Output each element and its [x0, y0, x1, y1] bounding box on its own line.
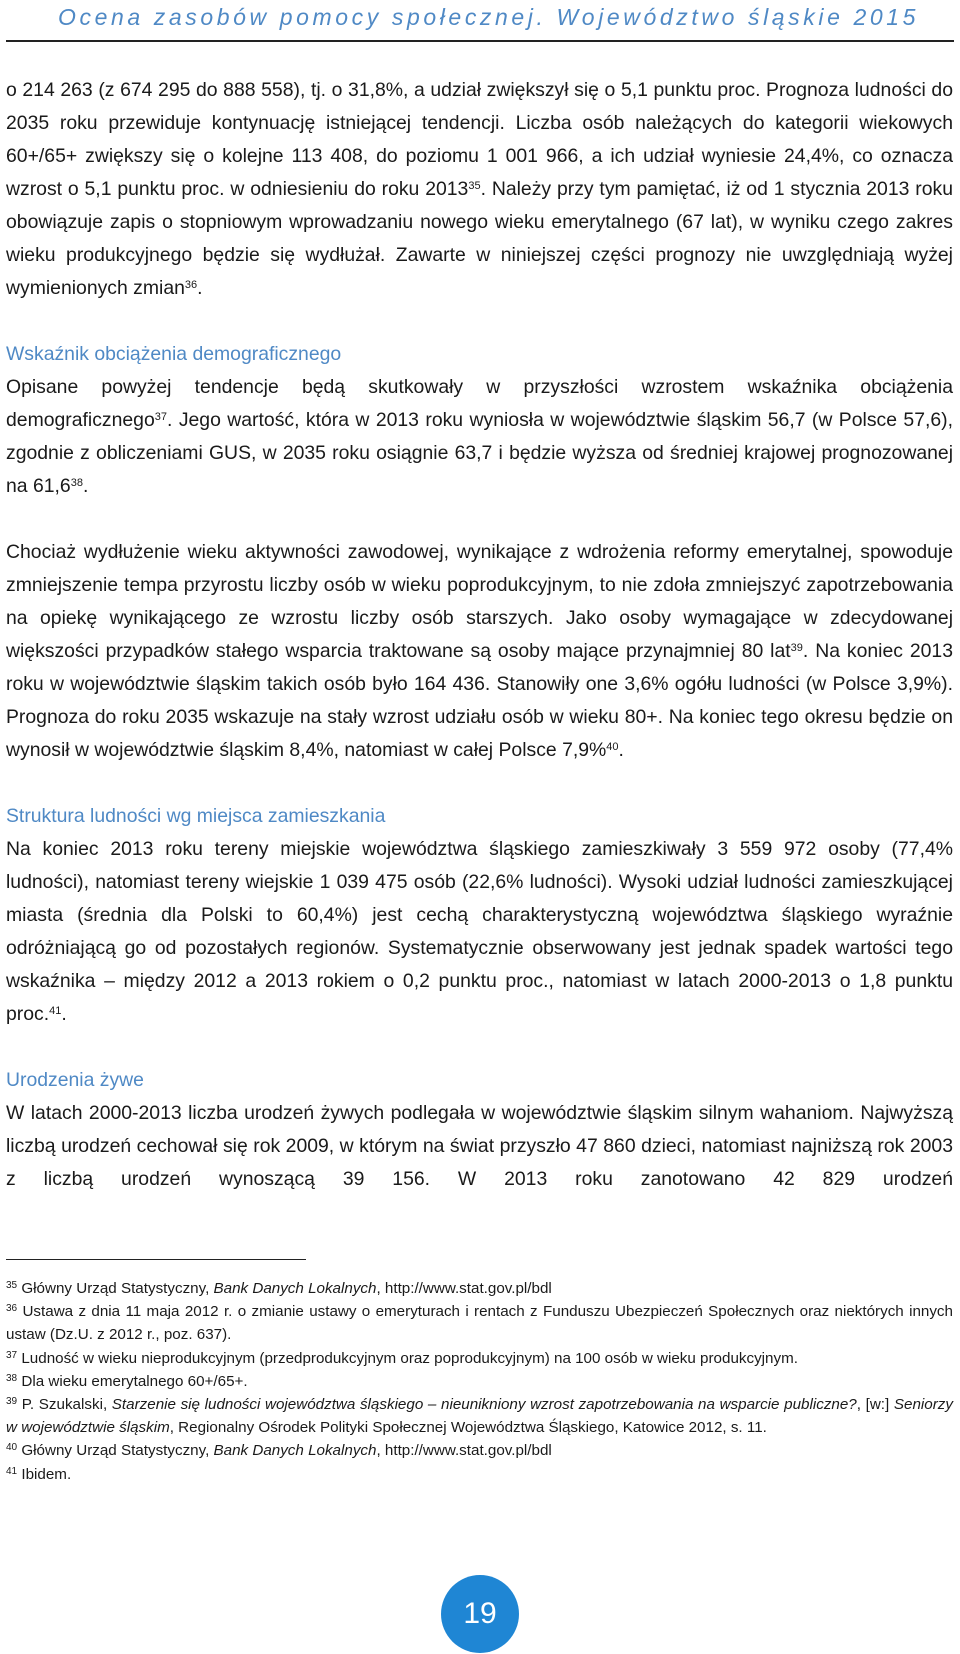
footnote-ref-41[interactable]: 41 [49, 1005, 62, 1017]
footnote-41: $^{41}$ Ibidem. [6, 1465, 72, 1483]
footnote-37: $^{37}$ Ludność w wieku nieprodukcyjnym (przedprodukcyjnym oraz poprodukcyjnym) na 100 osób w wieku produkcyjnym. [6, 1349, 798, 1367]
footnote-divider [6, 1259, 306, 1260]
footnote-ref-37[interactable]: 37 [154, 411, 168, 423]
paragraph-obciazenie: Opisane powyżej tendencje będą skutkowały w przyszłości wzrostem wskaźnika obciążenia demograficznego$^{37}$. Jego wartość, która w 2013 roku wyniosła w województwie śląskim 56,7 (w Polsce 57,6), zgodnie z obliczeniami GUS, w 2035 roku osiągnie 63,7 i będzie wyższa od średniej krajowej prognozowanej na 61,6$^{38}$. [6, 376, 953, 497]
footnote-36: $^{36}$ Ustawa z dnia 11 maja 2012 r. o zmianie ustawy o emeryturach i rentach z Funduszu Ubezpieczeń Społecznych oraz niektórych innych ustaw (Dz.U. z 2012 r., poz. 637). [6, 1303, 953, 1344]
paragraph-urodzenia: W latach 2000-2013 liczba urodzeń żywych podlegała w województwie śląskim silnym wahaniom. Najwyższą liczbą urodzeń cechował się rok 2009, w którym na świat przyszło 47 860 dzieci, natomiast najniższą rok 2003 z liczbą urodzeń wynoszącą 39 156. W 2013 roku zanotowano 42 829 urodzeń [6, 1102, 953, 1190]
heading-struktura-ludnosci: Struktura ludności wg miejsca zamieszkania [6, 805, 386, 827]
footnote-ref-35[interactable]: 35 [468, 180, 481, 192]
main-content [6, 74, 953, 1196]
footnote-ref-38[interactable]: 38 [70, 477, 83, 489]
footnote-ref-36[interactable]: 36 [184, 279, 198, 291]
header-divider [6, 40, 954, 42]
footnote-40: $^{40}$ Główny Urząd Statystyczny, Bank Danych Lokalnych, http://www.stat.gov.pl/bdl [6, 1442, 552, 1460]
footnote-35: $^{35}$ Główny Urząd Statystyczny, Bank Danych Lokalnych, http://www.stat.gov.pl/bdl [6, 1280, 552, 1297]
page-header [0, 0, 960, 44]
footnotes [6, 1277, 953, 1486]
footnote-38: $^{38}$ Dla wieku emerytalnego 60+/65+. [6, 1372, 248, 1390]
footnote-ref-39[interactable]: 39 [790, 642, 803, 654]
page-number-badge: 19 [441, 1575, 519, 1653]
footnote-ref-40[interactable]: 40 [606, 741, 619, 753]
heading-urodzenia-zywe: Urodzenia żywe [6, 1069, 144, 1091]
paragraph-prognoza: o 214 263 (z 674 295 do 888 558), tj. o 31,8%, a udział zwiększył się o 5,1 punktu proc. Prognoza ludności do 2035 roku przewiduje kontynuację istniejącej tendencji. Liczba osób należących do kategorii wiekowych 60+/65+ zwiększy się o kolejne 113 408, do poziomu 1 001 966, a ich udział wyniesie 24,4%, co oznacza wzrost o 5,1 punktu proc. w odniesieniu do roku 2013$^{35}$. Należy przy tym pamiętać, iż od 1 stycznia 2013 roku obowiązuje zapis o stopniowym wprowadzaniu nowego wieku emerytalnego (67 lat), w wyniku czego zakres wieku produkcyjnego będzie się wydłużał. Zawarte w niniejszej części prognozy nie uwzględniają wyżej wymienionych zmian$^{36}$. [6, 79, 953, 299]
footnote-39: $^{39}$ P. Szukalski, Starzenie się ludności województwa śląskiego – nieunikniony wzrost zapotrzebowania na wsparcie publiczne?, [w:] Seniorzy w województwie śląskim, Regionalny Ośrodek Polityki Społecznej Województwa Śląskiego, Katowice 2012, s. 11. [6, 1396, 953, 1437]
header-title: Ocena zasobów pomocy społecznej. Województwo śląskie 2015 [58, 4, 920, 30]
heading-wskaznik-obciazenia: Wskaźnik obciążenia demograficznego [6, 343, 342, 365]
paragraph-struktura: Na koniec 2013 roku tereny miejskie województwa śląskiego zamieszkiwały 3 559 972 osoby (77,4% ludności), natomiast tereny wiejskie 1 039 475 osób (22,6% ludności). Wysoki udział ludności zamieszkującej miasta (średnia dla Polski to 60,4%) jest cechą charakterystyczną województwa śląskiego wyraźnie odróżniającą go od pozostałych regionów. Systematycznie obserwowany jest jednak spadek wartości tego wskaźnika – między 2012 a 2013 rokiem o 0,2 punktu proc., natomiast w latach 2000-2013 o 1,8 punktu proc.$^{41}$. [6, 838, 953, 1025]
paragraph-chociaz: Chociaż wydłużenie wieku aktywności zawodowej, wynikające z wdrożenia reformy emerytalnej, spowoduje zmniejszenie tempa przyrostu liczby osób w wieku poprodukcyjnym, to nie zdoła zmniejszyć zapotrzebowania na opiekę wynikającego ze wzrostu liczby osób starszych. Jako osoby wymagające w zdecydowanej większości przypadków stałego wsparcia traktowane są osoby mające przynajmniej 80 lat$^{39}$. Na koniec 2013 roku w województwie śląskim takich osób było 164 436. Stanowiły one 3,6% ogółu ludności (w Polsce 3,9%). Prognoza do roku 2035 wskazuje na stały wzrost udziału osób w wieku 80+. Na koniec tego okresu będzie on wynosił w województwie śląskim 8,4%, natomiast w całej Polsce 7,9%$^{40}$. [6, 541, 953, 761]
